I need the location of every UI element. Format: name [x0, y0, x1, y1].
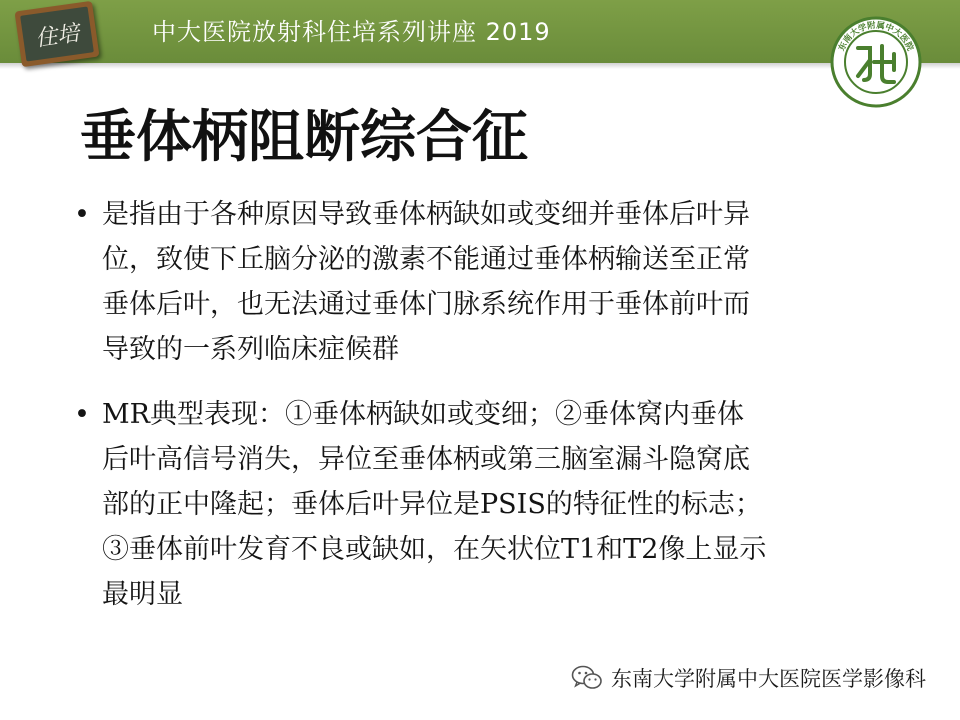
wechat-icon — [571, 664, 603, 692]
bullet-line: 后叶高信号消失，异位至垂体柄或第三脑室漏斗隐窝底 — [102, 444, 750, 475]
bullet-line: 是指由于各种原因导致垂体柄缺如或变细并垂体后叶异 — [102, 199, 750, 230]
bullet-line: 最明显 — [102, 579, 183, 610]
bullet-dot: • — [74, 399, 90, 430]
bullet-dot: • — [74, 199, 90, 230]
footer-text: 东南大学附属中大医院医学影像科 — [611, 667, 926, 691]
bullet-definition — [68, 192, 888, 372]
bullet-line: 垂体后叶，也无法通过垂体门脉系统作用于垂体前叶而 — [102, 289, 750, 320]
hospital-logo — [828, 14, 924, 110]
logo-ring-text: 东南大学附属中大医院 — [837, 20, 915, 53]
bullet-line: MR典型表现：①垂体柄缺如或变细；②垂体窝内垂体 — [102, 399, 744, 430]
header-title: 中大医院放射科住培系列讲座 2019 — [152, 18, 551, 46]
bullet-list — [68, 192, 888, 637]
bullet-mr-findings — [68, 392, 888, 617]
bullet-line: 位，致使下丘脑分泌的激素不能通过垂体柄输送至正常 — [102, 244, 750, 275]
bullet-line: 导致的一系列临床症候群 — [102, 334, 399, 365]
footer-attribution — [571, 660, 926, 696]
slide-title: 垂体柄阻断综合征 — [80, 105, 528, 170]
header-shadow — [0, 63, 960, 69]
bullet-line: 部的正中隆起；垂体后叶异位是PSIS的特征性的标志； — [102, 489, 762, 520]
badge-chalkboard — [14, 1, 99, 67]
badge-label: 住培 — [20, 6, 94, 61]
bullet-line: ③垂体前叶发育不良或缺如，在矢状位T1和T2像上显示 — [102, 534, 767, 565]
